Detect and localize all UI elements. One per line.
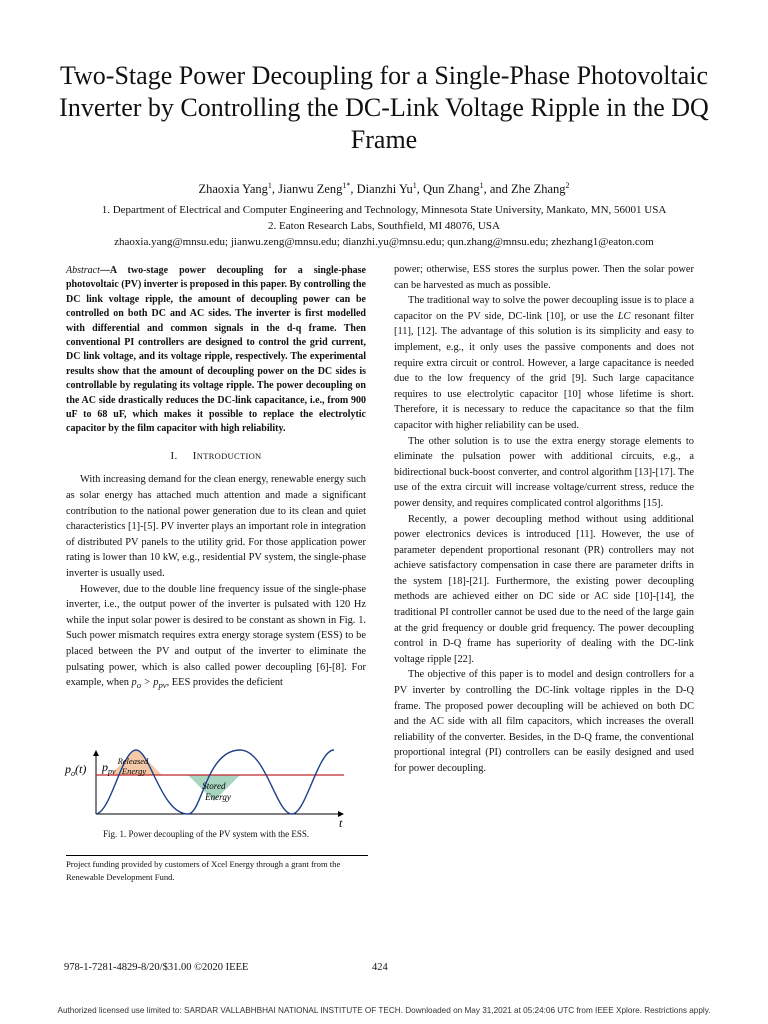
right-paragraph-0: power; otherwise, ESS stores the surplus power. Then the solar power can be harvested as much as possible. xyxy=(394,264,694,291)
affiliation-1: 1. Department of Electrical and Computer Engineering and Technology, Minnesota State University, Mankato, MN, 56001 USA xyxy=(101,204,667,216)
section-number: I. xyxy=(170,449,178,462)
abstract-dash: — xyxy=(99,265,110,276)
figure-caption: Fig. 1. Power decoupling of the PV system with the ESS. xyxy=(103,829,310,839)
right-column xyxy=(394,262,694,777)
y-axis-label: $p_o(t)$ xyxy=(65,762,87,778)
power-inequality: $p_o > p_{pv}$ xyxy=(131,677,167,691)
author-affiliation-marker: 1 xyxy=(412,181,417,190)
intro-paragraph-2-text: However, due to the double line frequency issue of the single-phase inverter, i.e., the output power of the inverter is pulsated with 120 Hz while the input solar power is desired to be constant as shown in Fig. 1. Such power mismatch requires extra energy storage system (ESS) to be placed between the PV and output of the inverter to eliminate the pulsating power, which is also called power decoupling [6]-[8]. For example, when xyxy=(66,583,366,689)
abstract xyxy=(66,264,366,437)
right-paragraph-1 xyxy=(394,293,694,433)
intro-paragraph-2-end: , EES provides the deficient xyxy=(166,677,283,689)
left-column xyxy=(66,264,366,694)
released-energy-label: Released Energy xyxy=(117,756,149,776)
author-list: Zhaoxia Yang$^1$, Jianwu Zeng$^{1*}$, Dianzhi Yu$^1$, Qun Zhang$^1$, and Zhe Zhang$^2$ xyxy=(198,181,570,197)
author-emails: zhaoxia.yang@mnsu.edu; jianwu.zeng@mnsu.edu; dianzhi.yu@mnsu.edu; qun.zhang@mnsu.edu; zhezhang1@eaton.com xyxy=(114,236,654,248)
intro-paragraph-1: With increasing demand for the clean energy, renewable energy such as solar energy has attached much attention and made a significant contribution to the national power generation due to its clean and quiet characteristics [1]-[5]. PV inverter plays an important role in integration of distributed PV panels to the utility grid. For those application power rating is lower than 10 kW, e.g., residential PV system, the single-phase inverter is usually used. xyxy=(66,474,366,580)
footnote-divider xyxy=(66,855,368,856)
section-heading-introduction xyxy=(66,449,366,465)
intro-paragraph-2 xyxy=(66,582,366,694)
section-title-initial: I xyxy=(192,449,197,462)
license-notice: Authorized licensed use limited to: SARDAR VALLABHBHAI NATIONAL INSTITUTE OF TECH. Downloaded on May 31,2021 at 05:24:06 UTC from IEEE Xplore. Restrictions apply. xyxy=(57,1006,711,1015)
author-name: Dianzhi Yu xyxy=(356,182,413,197)
footer-isbn: 978-1-7281-4829-8/20/$31.00 ©2020 IEEE xyxy=(64,962,249,973)
author-name: Qun Zhang xyxy=(423,182,480,197)
y-axis-arrow xyxy=(93,750,99,756)
abstract-label: Abstract xyxy=(66,265,100,276)
right-paragraph-4: The objective of this paper is to model and design controllers for a PV inverter by controlling the DC-link voltage ripples in the D-Q frame. The proposed power decoupling will be achieved on both DC and the AC side with all film capacitors, which increases the overall reliability of the converter. Besides, in the D-Q frame, the conventional proportional integral (PI) controllers can be easily designed and used for power decoupling. xyxy=(394,669,694,774)
page-number: 424 xyxy=(372,962,388,973)
affiliation-2: 2. Eaton Research Labs, Southfield, MI 48076, USA xyxy=(268,220,500,232)
author-affiliation-marker: 1* xyxy=(342,181,351,190)
author-affiliation-marker: 1 xyxy=(267,181,272,190)
paper-title: Two-Stage Power Decoupling for a Single-Phase Photovoltaic Inverter by Controlling the DC-Link Voltage Ripple in the DQ Frame xyxy=(59,61,709,154)
funding-footnote: Project funding provided by customers of Xcel Energy through a grant from the Renewable Development Fund. xyxy=(66,859,341,882)
author-name: Zhe Zhang xyxy=(511,182,566,197)
author-name: Zhaoxia Yang xyxy=(198,182,268,197)
section-title-rest: NTRODUCTION xyxy=(196,450,262,461)
author-affiliation-marker: 1 xyxy=(479,181,484,190)
lc-term: LC xyxy=(617,310,631,322)
right-paragraph-2: The other solution is to use the extra energy storage elements to eliminate the pulsation power with additional circuits, e.g., a bidirectional buck-boost converter, and control algorithm [13]-[17]. The use of the extra circuit will increase voltage/current stress, reduce the power density, and requires complicated control algorithms [15]. xyxy=(394,435,694,509)
right-paragraph-1-end: resonant filter [11], [12]. The advantage of this solution is its simplicity and easy to implement, e.g., it only uses the passive components and does not require extra circuit or control. However, a large capacitance is needed due to the low frequency of the grid [9]. Such large capacitance requires to use electrolytic capacitor [10] whose lifetime is short. Therefore, it is necessary to reduce the capacitance so that the film capacitor with higher reliability can be used. xyxy=(394,310,695,431)
abstract-text: A two-stage power decoupling for a single-phase photovoltaic (PV) inverter is proposed in this paper. By controlling the DC link voltage ripple, the amount of decoupling power can be controlled on both DC and AC sides. The inverter is first modelled with differential and common signals in the d-q frame. Then conventional PI controllers are designed to control the grid current, DC link voltage, and its voltage ripple, respectively. The experimental results show that the amount of decoupling power on the DC sides is controllable by regulating its voltage ripple. The power decoupling on the AC side drastically reduces the DC-link capacitance, i.e., from 900 uF to 68 uF, which makes it possible to replace the electrolytic capacitor by the film capacitor with high reliability. xyxy=(66,265,366,435)
author-affiliation-marker: 2 xyxy=(565,181,570,190)
x-axis-label: t xyxy=(339,816,343,830)
right-paragraph-1-start: The traditional way to solve the power decoupling issue is to place a capacitor on the PV side, DC-link [10], or use the xyxy=(394,295,694,322)
stored-energy-label: Stored Energy xyxy=(202,781,231,802)
author-name: Jianwu Zeng xyxy=(278,182,343,197)
ppv-label: $p_{pv}$ xyxy=(102,760,116,776)
right-paragraph-3: Recently, a power decoupling method without using additional power electronics devices is introduced [11]. However, the use of parameter dependent proportional resonant (PR) controllers may not achieve satisfactory compensation in case there are parameter drifts in the system [18]-[21]. Furthermore, the existing power decoupling methods are achieved either on DC side or AC side [10]-[14], the traditional PI controller cannot be used due to the need of the large gain at the grid frequency or double grid frequency. The power decoupling control in D-Q frame has superiority of dealing with the DC-link voltage ripple [22]. xyxy=(394,513,694,665)
